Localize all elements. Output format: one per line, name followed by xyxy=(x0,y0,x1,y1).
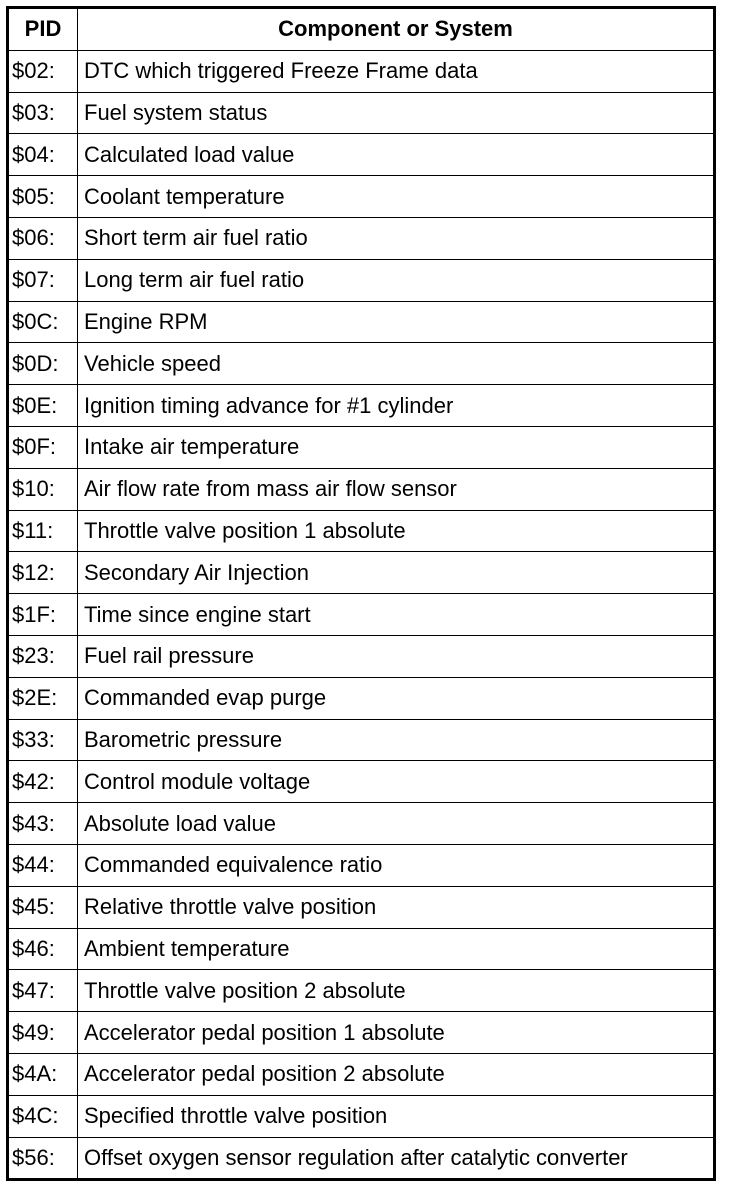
table-row xyxy=(8,803,715,845)
component-cell: Specified throttle valve position xyxy=(78,1095,715,1137)
pid-cell: $45: xyxy=(8,886,78,928)
pid-cell: $2E: xyxy=(8,677,78,719)
pid-cell: $46: xyxy=(8,928,78,970)
component-cell: Coolant temperature xyxy=(78,176,715,218)
component-cell: Time since engine start xyxy=(78,594,715,636)
pid-table xyxy=(6,6,716,1181)
table-row xyxy=(8,134,715,176)
pid-cell: $47: xyxy=(8,970,78,1012)
table-header-row xyxy=(8,8,715,51)
pid-cell: $0D: xyxy=(8,343,78,385)
table-row xyxy=(8,385,715,427)
pid-cell: $06: xyxy=(8,217,78,259)
component-cell: Vehicle speed xyxy=(78,343,715,385)
table-row xyxy=(8,886,715,928)
pid-cell: $4A: xyxy=(8,1053,78,1095)
table-body xyxy=(8,50,715,1180)
table-row xyxy=(8,594,715,636)
pid-column-header: PID xyxy=(8,8,78,51)
component-cell: Ambient temperature xyxy=(78,928,715,970)
component-cell: Offset oxygen sensor regulation after catalytic converter xyxy=(78,1137,715,1180)
table-row xyxy=(8,552,715,594)
table-row xyxy=(8,510,715,552)
table-row xyxy=(8,217,715,259)
pid-cell: $49: xyxy=(8,1012,78,1054)
component-cell: Barometric pressure xyxy=(78,719,715,761)
component-cell: Fuel system status xyxy=(78,92,715,134)
component-cell: Absolute load value xyxy=(78,803,715,845)
pid-cell: $1F: xyxy=(8,594,78,636)
pid-cell: $0F: xyxy=(8,426,78,468)
pid-cell: $56: xyxy=(8,1137,78,1180)
table-row xyxy=(8,677,715,719)
table-row xyxy=(8,844,715,886)
pid-cell: $42: xyxy=(8,761,78,803)
pid-cell: $0E: xyxy=(8,385,78,427)
component-cell: Intake air temperature xyxy=(78,426,715,468)
component-cell: Ignition timing advance for #1 cylinder xyxy=(78,385,715,427)
component-cell: Accelerator pedal position 1 absolute xyxy=(78,1012,715,1054)
table-row xyxy=(8,970,715,1012)
pid-cell: $33: xyxy=(8,719,78,761)
component-cell: Control module voltage xyxy=(78,761,715,803)
component-cell: Throttle valve position 2 absolute xyxy=(78,970,715,1012)
table-row xyxy=(8,50,715,92)
component-column-header: Component or System xyxy=(78,8,715,51)
pid-cell: $02: xyxy=(8,50,78,92)
component-cell: Throttle valve position 1 absolute xyxy=(78,510,715,552)
table-row xyxy=(8,1095,715,1137)
pid-cell: $10: xyxy=(8,468,78,510)
component-cell: Commanded equivalence ratio xyxy=(78,844,715,886)
component-cell: Engine RPM xyxy=(78,301,715,343)
table-row xyxy=(8,426,715,468)
table-row xyxy=(8,176,715,218)
component-cell: Long term air fuel ratio xyxy=(78,259,715,301)
component-cell: Short term air fuel ratio xyxy=(78,217,715,259)
pid-cell: $04: xyxy=(8,134,78,176)
table-row xyxy=(8,301,715,343)
component-cell: Secondary Air Injection xyxy=(78,552,715,594)
pid-cell: $44: xyxy=(8,844,78,886)
table-row xyxy=(8,343,715,385)
table-row xyxy=(8,761,715,803)
pid-cell: $43: xyxy=(8,803,78,845)
table-row xyxy=(8,719,715,761)
table-row xyxy=(8,92,715,134)
table-row xyxy=(8,468,715,510)
table-row xyxy=(8,1137,715,1180)
pid-cell: $07: xyxy=(8,259,78,301)
component-cell: Commanded evap purge xyxy=(78,677,715,719)
component-cell: DTC which triggered Freeze Frame data xyxy=(78,50,715,92)
component-cell: Accelerator pedal position 2 absolute xyxy=(78,1053,715,1095)
pid-cell: $0C: xyxy=(8,301,78,343)
table-row xyxy=(8,1012,715,1054)
table-row xyxy=(8,635,715,677)
pid-cell: $23: xyxy=(8,635,78,677)
pid-cell: $4C: xyxy=(8,1095,78,1137)
component-cell: Air flow rate from mass air flow sensor xyxy=(78,468,715,510)
table-row xyxy=(8,259,715,301)
pid-cell: $03: xyxy=(8,92,78,134)
pid-cell: $05: xyxy=(8,176,78,218)
pid-cell: $12: xyxy=(8,552,78,594)
pid-cell: $11: xyxy=(8,510,78,552)
component-cell: Fuel rail pressure xyxy=(78,635,715,677)
component-cell: Relative throttle valve position xyxy=(78,886,715,928)
component-cell: Calculated load value xyxy=(78,134,715,176)
table-row xyxy=(8,928,715,970)
table-row xyxy=(8,1053,715,1095)
